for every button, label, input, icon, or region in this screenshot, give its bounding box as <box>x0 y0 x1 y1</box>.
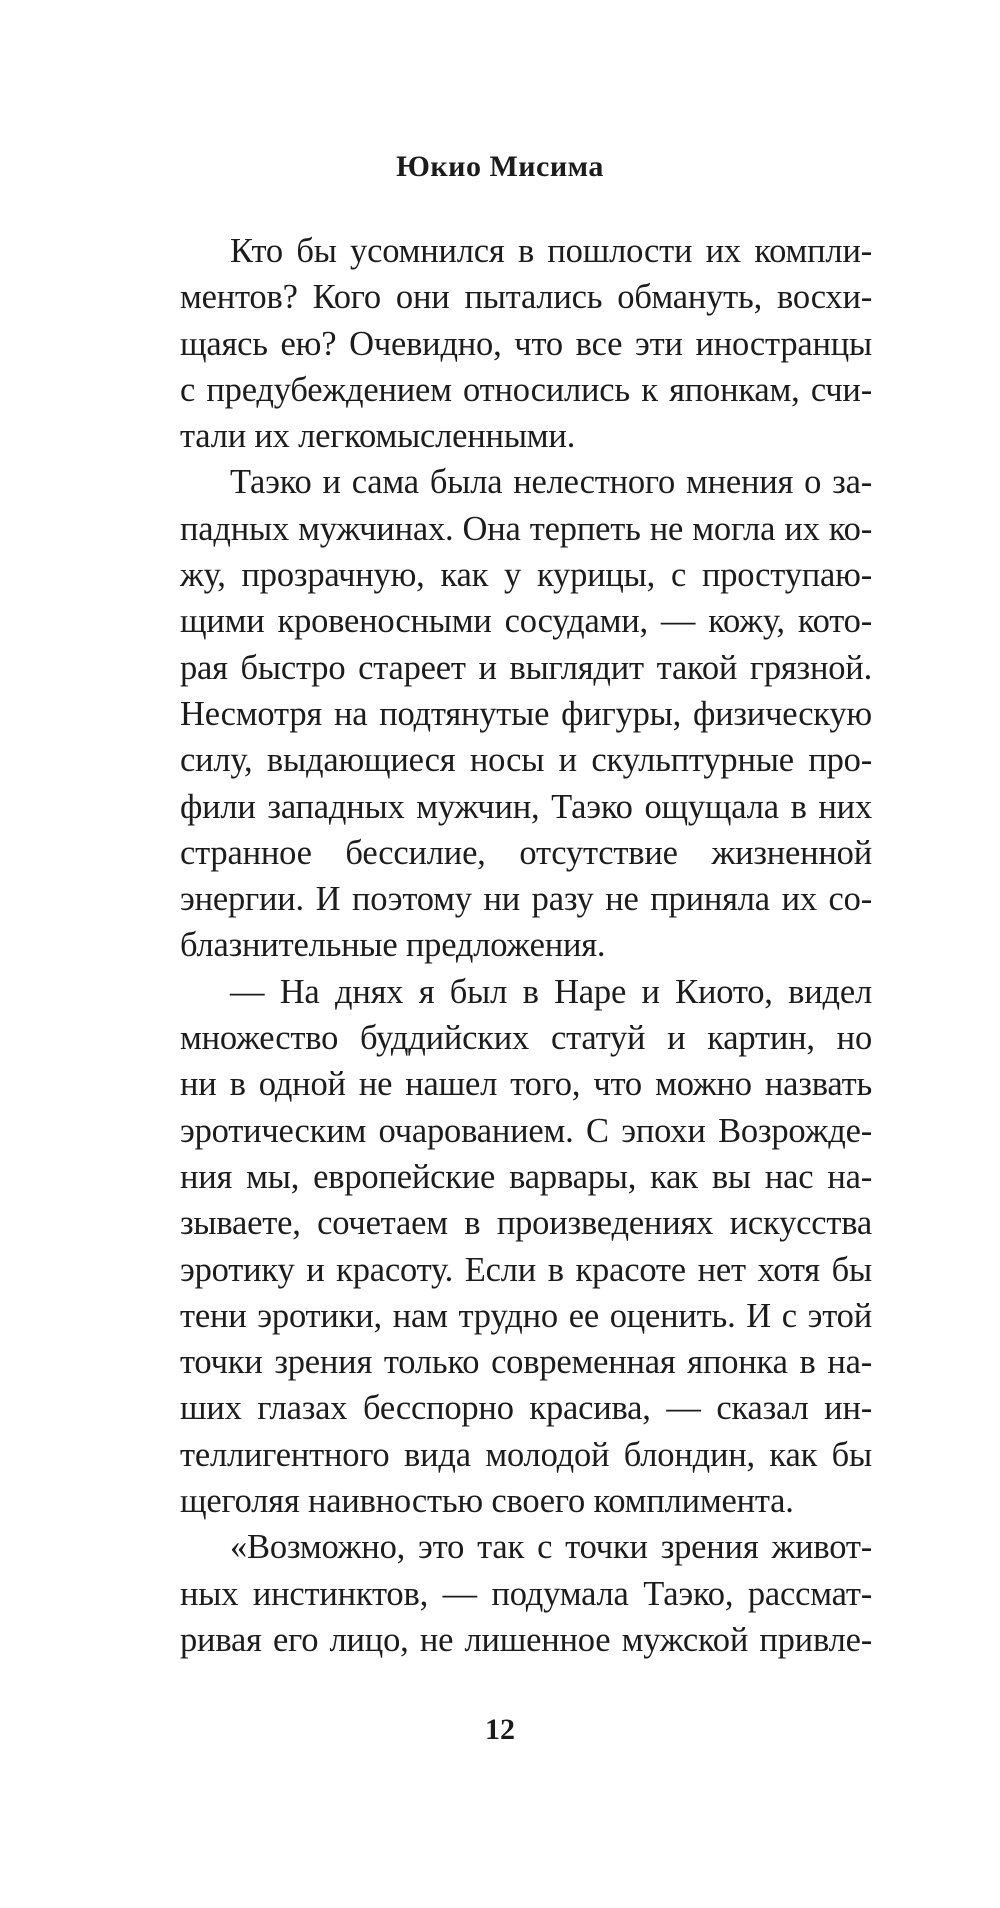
text-line: силу, выдающиеся носы и скульптурные про- <box>180 741 872 780</box>
body-text <box>180 228 872 1663</box>
text-line: ния мы, европейские варвары, как вы нас на- <box>180 1157 872 1196</box>
text-line: фили западных мужчин, Таэко ощущала в них <box>180 787 872 826</box>
text-line: ных инстинктов, — подумала Таэко, рассмат- <box>180 1574 872 1613</box>
paragraph-3 <box>180 969 872 1525</box>
text-line: — На днях я был в Наре и Киото, видел <box>230 972 872 1011</box>
text-line: эротическим очарованием. С эпохи Возрожде- <box>180 1111 872 1150</box>
text-line: падных мужчинах. Она терпеть не могла их ко- <box>180 509 872 548</box>
text-line: тени эротики, нам трудно ее оценить. И с этой <box>180 1296 872 1335</box>
text-line: Таэко и сама была нелестного мнения о за- <box>230 463 872 502</box>
text-line: ментов? Кого они пытались обмануть, восхи- <box>180 278 872 317</box>
text-line: рая быстро стареет и выглядит такой грязной. <box>180 648 872 687</box>
text-line: ривая его лицо, не лишенное мужской привле- <box>180 1620 872 1659</box>
text-line: щаясь ею? Очевидно, что все эти иностранцы <box>180 324 872 363</box>
text-line: множество буддийских статуй и картин, но <box>180 1019 872 1058</box>
paragraph-2 <box>180 459 872 968</box>
text-line: эротику и красоту. Если в красоте нет хотя бы <box>180 1250 872 1289</box>
paragraph-4 <box>180 1524 872 1663</box>
text-line: щими кровеносными сосудами, — кожу, кото- <box>180 602 872 641</box>
text-line: зываете, сочетаем в произведениях искусства <box>180 1204 872 1243</box>
text-line: тали их легкомысленными. <box>180 417 576 456</box>
text-line: «Возможно, это так с точки зрения живот- <box>230 1528 872 1567</box>
text-line: Несмотря на подтянутые фигуры, физическую <box>180 694 872 733</box>
text-line: странное бессилие, отсутствие жизненной <box>180 833 872 872</box>
text-line: жу, прозрачную, как у курицы, с проступаю- <box>180 556 872 595</box>
page-number: 12 <box>485 1713 515 1746</box>
text-line: точки зрения только современная японка в на- <box>180 1343 872 1382</box>
running-head: Юкио Мисима <box>396 150 604 183</box>
text-line: с предубеждением относились к японкам, счи- <box>180 370 872 409</box>
text-line: ших глазах бесспорно красива, — сказал ин- <box>180 1389 872 1428</box>
text-line: блазнительные предложения. <box>180 926 606 965</box>
text-line: ни в одной не нашел того, что можно назвать <box>180 1065 872 1104</box>
paragraph-1 <box>180 228 872 459</box>
text-line: Кто бы усомнился в пошлости их компли- <box>230 232 872 270</box>
text-line: теллигентного вида молодой блондин, как бы <box>180 1435 872 1474</box>
text-line: энергии. И поэтому ни разу не приняла их со- <box>180 880 872 919</box>
text-line: щеголяя наивностью своего комплимента. <box>180 1482 794 1521</box>
